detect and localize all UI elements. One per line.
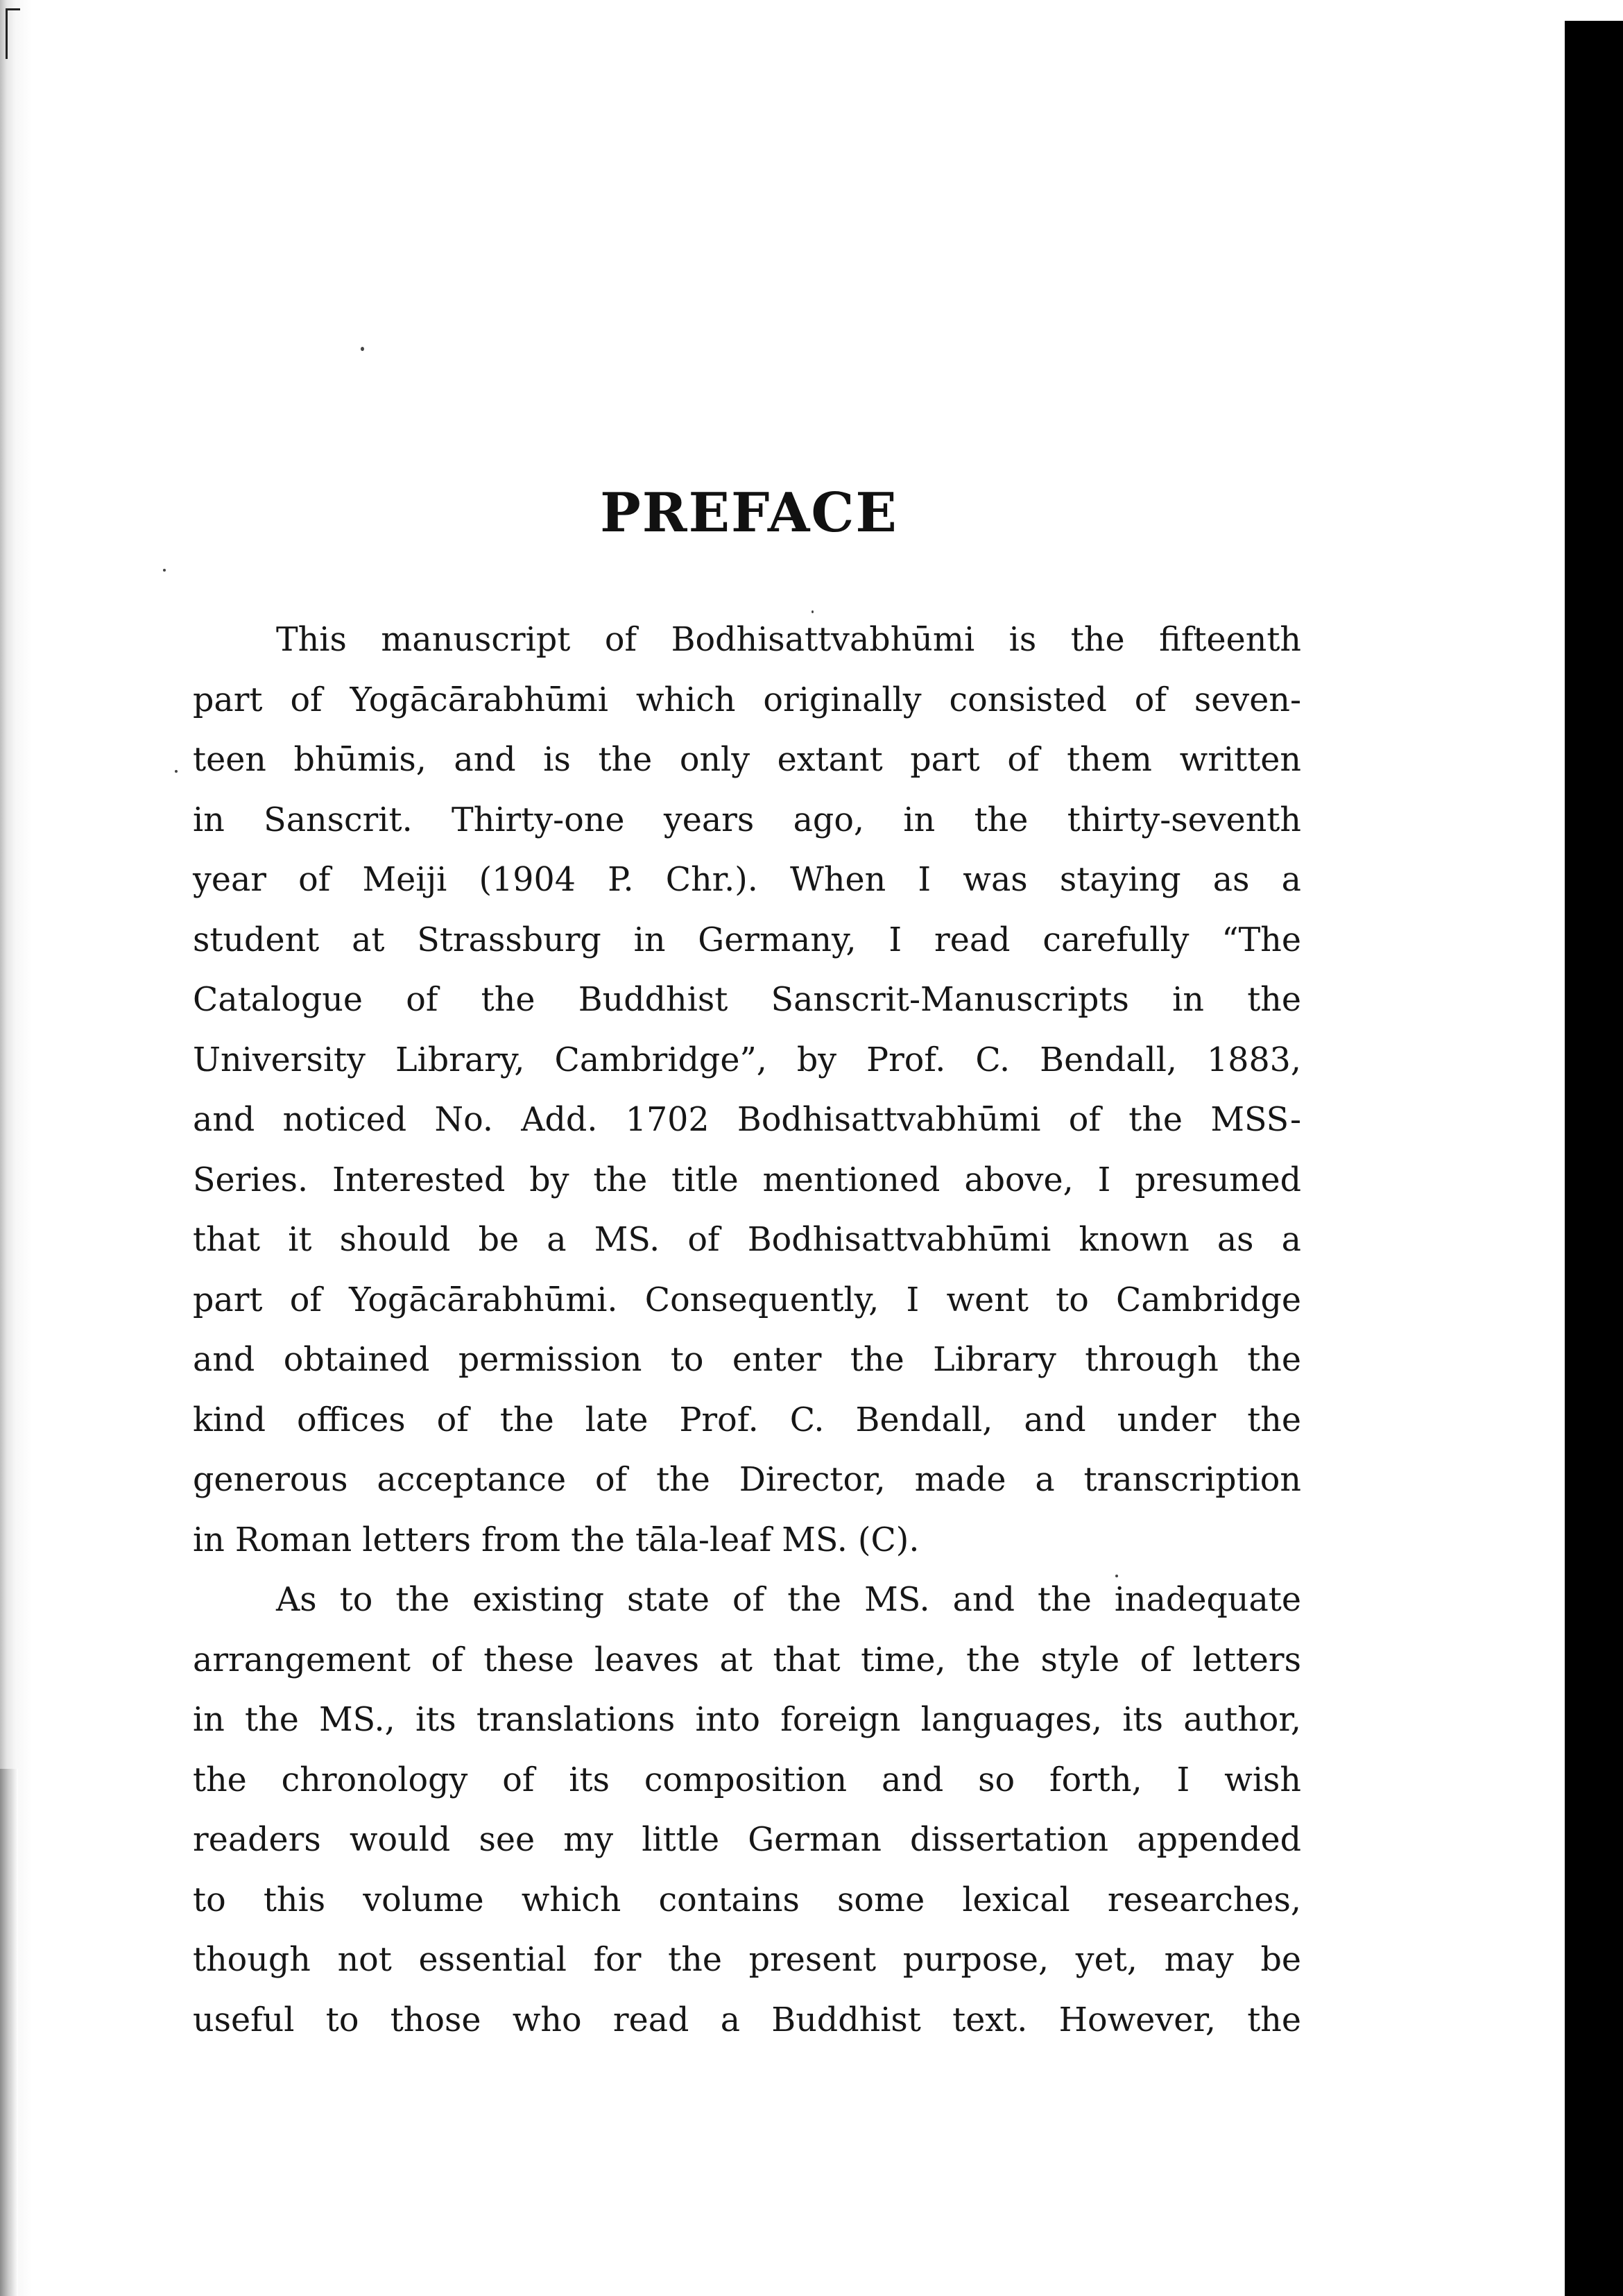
text-line: Series. Interested by the title mentioned above, I presumed [193, 1160, 1301, 1199]
text-line: This manuscript of Bodhisattvabhūmi is the fifteenth [276, 621, 1301, 659]
scan-right-black-border [1565, 21, 1623, 2296]
dust-speck [163, 569, 166, 572]
scan-left-edge-dark-shadow [0, 1769, 18, 2296]
paragraph-2 [193, 1570, 1301, 2050]
text-line: Catalogue of the Buddhist Sanscrit-Manuscripts in the [193, 981, 1301, 1019]
text-line: teen bhūmis, and is the only extant part of them written [193, 741, 1301, 779]
body-text [193, 610, 1301, 2050]
scan-corner-mark [6, 8, 20, 59]
text-line: student at Strassburg in Germany, I read carefully “The [193, 920, 1301, 959]
text-line: generous acceptance of the Director, made a transcription [193, 1461, 1301, 1499]
text-line: useful to those who read a Buddhist text. However, the [193, 2001, 1301, 2039]
dust-speck [361, 347, 364, 351]
text-line: arrangement of these leaves at that time, the style of letters [193, 1640, 1301, 1679]
text-line: As to the existing state of the MS. and the inadequate [276, 1581, 1301, 1619]
text-line: to this volume which contains some lexical researches, [193, 1881, 1301, 1919]
text-line: the chronology of its composition and so forth, I wish [193, 1760, 1301, 1799]
text-line: in Sanscrit. Thirty-one years ago, in the thirty-seventh [193, 800, 1301, 839]
text-line: part of Yogācārabhūmi which originally consisted of seven- [193, 680, 1301, 719]
text-line: readers would see my little German dissertation appended [193, 1821, 1301, 1859]
text-line: year of Meiji (1904 P. Chr.). When I was staying as a [193, 861, 1301, 899]
dust-speck [175, 770, 178, 773]
text-line: though not essential for the present purpose, yet, may be [193, 1941, 1301, 1979]
paragraph-1 [193, 610, 1301, 1570]
text-line: kind offices of the late Prof. C. Bendall, and under the [193, 1400, 1301, 1439]
page-title: PREFACE [600, 481, 898, 545]
text-line: in Roman letters from the tāla-leaf MS. (C). [193, 1520, 920, 1559]
text-line: University Library, Cambridge”, by Prof. C. Bendall, 1883, [193, 1040, 1301, 1079]
text-line: and noticed No. Add. 1702 Bodhisattvabhūmi of the MSS- [193, 1101, 1301, 1139]
text-line: in the MS., its translations into foreign languages, its author, [193, 1701, 1301, 1739]
text-line: and obtained permission to enter the Library through the [193, 1341, 1301, 1379]
text-line: that it should be a MS. of Bodhisattvabhūmi known as a [193, 1221, 1301, 1259]
text-line: part of Yogācārabhūmi. Consequently, I went to Cambridge [193, 1280, 1301, 1319]
